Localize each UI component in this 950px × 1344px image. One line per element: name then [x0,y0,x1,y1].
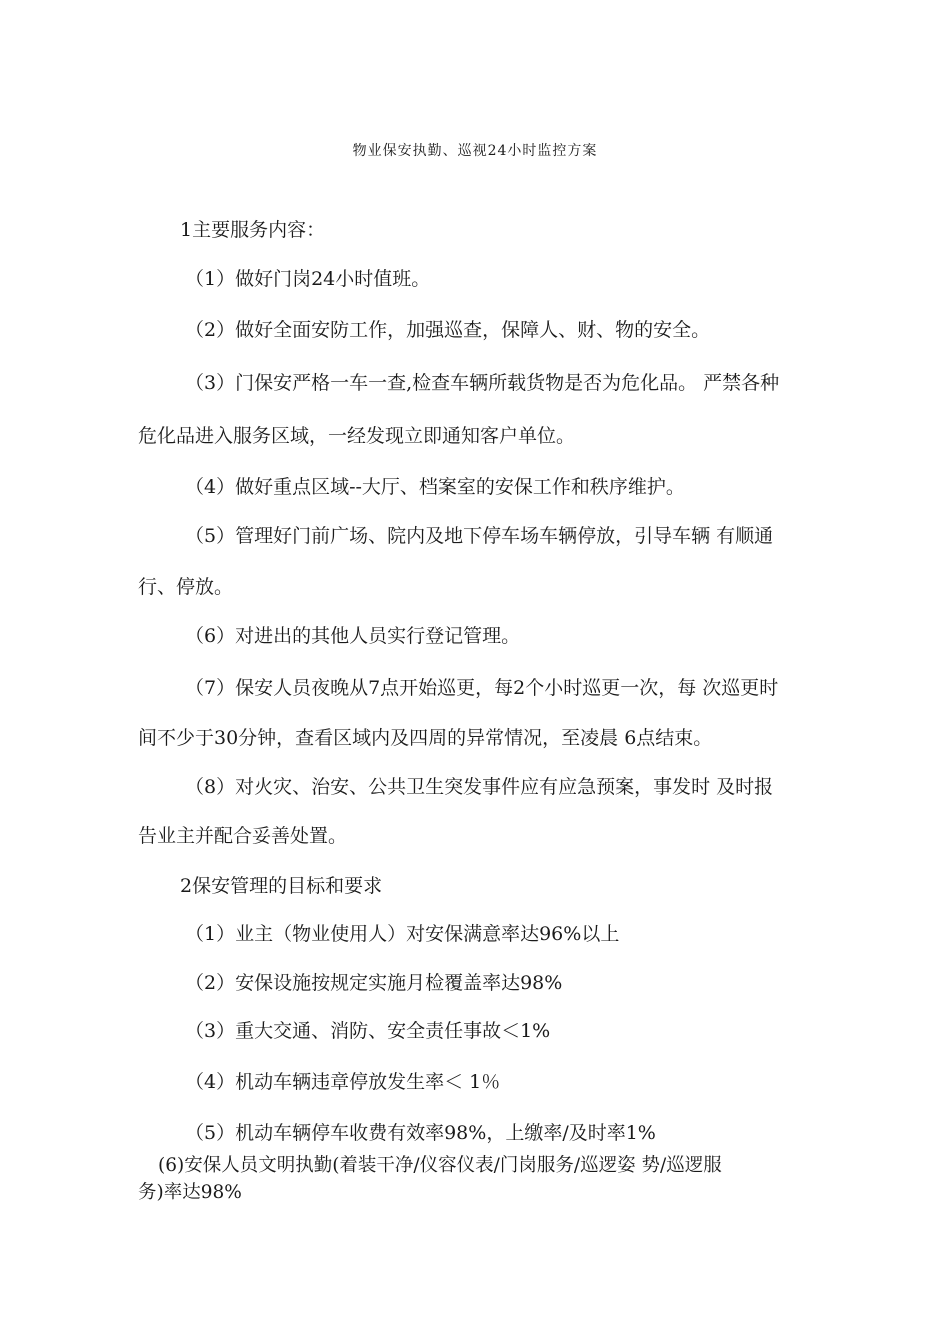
paragraph-line: （5）管理好门前广场、院内及地下停车场车辆停放，引导车辆 有顺通 [185,525,774,547]
section2-heading: 2保安管理的目标和要求 [180,875,383,897]
requirement-line: （1）业主（物业使用人）对安保满意率达96%以上 [185,923,620,945]
requirement-line: 务)率达98% [138,1182,242,1203]
requirement-line: (6)安保人员文明执勤(着装干净/仪容仪表/门岗服务/巡逻姿 势/巡逻服 [158,1155,722,1176]
paragraph-line: 告业主并配合妥善处置。 [138,825,348,847]
paragraph-line: 行、停放。 [138,576,234,598]
paragraph-line: 间不少于30分钟，查看区域内及四周的异常情况，至凌晨 6点结束。 [138,727,713,749]
paragraph-line: （4）做好重点区域--大厅、档案室的安保工作和秩序维护。 [185,476,685,498]
requirement-line: （3）重大交通、消防、安全责任事故＜1% [185,1020,551,1042]
paragraph-line: 危化品进入服务区域，一经发现立即通知客户单位。 [138,425,576,447]
paragraph-line: （6）对进出的其他人员实行登记管理。 [185,625,521,647]
paragraph-line: （3）门保安严格一车一查,检查车辆所载货物是否为危化品。 严禁各种 [185,372,780,394]
paragraph-line: （2）做好全面安防工作，加强巡查，保障人、财、物的安全。 [185,319,711,341]
requirement-line: （5）机动车辆停车收费有效率98%，上缴率/及时率1% [185,1122,656,1144]
paragraph-line: （8）对火灾、治安、公共卫生突发事件应有应急预案，事发时 及时报 [185,776,774,798]
requirement-line: （2）安保设施按规定实施月检覆盖率达98% [185,972,563,994]
paragraph-line: （1）做好门岗24小时值班。 [185,268,431,290]
section1-heading: 1主要服务内容： [180,219,326,241]
requirement-line: （4）机动车辆违章停放发生率＜ 1％ [185,1071,501,1093]
document-title: 物业保安执勤、巡视24小时监控方案 [352,143,598,159]
paragraph-line: （7）保安人员夜晚从7点开始巡更，每2个小时巡更一次，每 次巡更时 [185,677,779,699]
